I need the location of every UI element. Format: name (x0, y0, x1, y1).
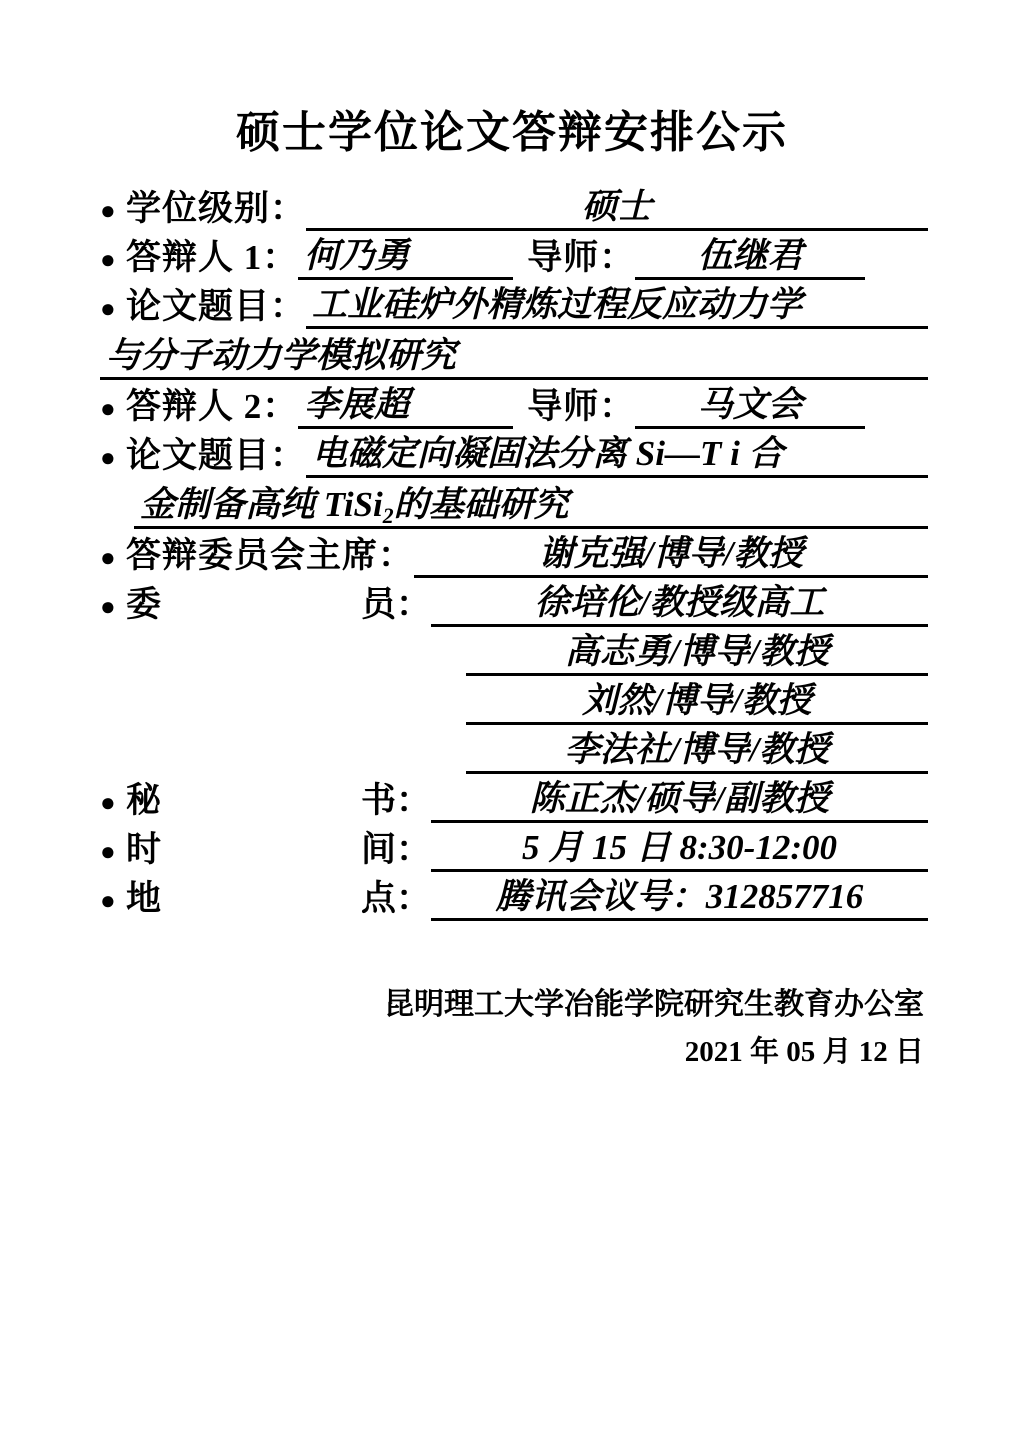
field-degree-level (100, 184, 928, 231)
bullet-icon: ● (100, 195, 116, 225)
member-underline-2 (466, 629, 928, 676)
tisi2-subscript: 2 (382, 503, 394, 528)
bullet-icon: ● (100, 542, 116, 572)
thesis1-underline-line1 (306, 282, 928, 329)
secretary-underline (431, 776, 928, 823)
degree-level-underline (306, 184, 928, 231)
document-footer (0, 981, 1024, 1075)
bullet-icon: ● (100, 393, 116, 423)
bullet-icon: ● (100, 885, 116, 915)
field-defender-1 (100, 233, 928, 280)
thesis1-label: 论文题目： (126, 286, 307, 326)
chair-label: 答辩委员会主席： (126, 535, 415, 575)
defender1-value: 何乃勇 (304, 236, 410, 276)
field-thesis-1 (100, 282, 928, 329)
field-defender-2 (100, 382, 928, 429)
footer-date: 2021 年 05 月 12 日 (684, 1036, 924, 1068)
bullet-icon: ● (100, 836, 116, 866)
field-secretary (100, 776, 928, 823)
field-chair (100, 531, 928, 578)
advisor2-value: 马文会 (697, 385, 803, 425)
thesis1-underline-line2 (100, 331, 928, 380)
member-underline-1 (431, 580, 928, 627)
members-label: 委 员： (126, 584, 431, 624)
bullet-icon: ● (100, 591, 116, 621)
time-value: 5 月 15 日 8:30-12:00 (522, 828, 837, 868)
member-value-4: 李法社/博导/教授 (564, 730, 830, 770)
chair-value: 谢克强/博导/教授 (538, 534, 804, 574)
bullet-icon: ● (100, 244, 116, 274)
thesis1-value-line2: 与分子动力学模拟研究 (106, 336, 457, 376)
member-value-2: 高志勇/博导/教授 (564, 632, 830, 672)
time-underline (431, 825, 928, 872)
thesis2-value-line1: 电磁定向凝固法分离 Si—T i 合 (312, 434, 784, 474)
advisor1-underline (635, 233, 865, 280)
announcement-body (0, 184, 1024, 921)
thesis2-underline-line1 (306, 431, 928, 478)
field-member-2 (100, 629, 928, 676)
place-underline (431, 874, 928, 921)
field-members (100, 580, 928, 627)
footer-organization: 昆明理工大学冶能学院研究生教育办公室 (384, 988, 924, 1021)
secretary-value: 陈正杰/硕导/副教授 (529, 779, 830, 819)
defender1-label: 答辩人 1： (126, 237, 299, 277)
degree-level-value: 硕士 (582, 187, 653, 227)
chair-underline (414, 531, 928, 578)
field-member-4 (100, 727, 928, 774)
advisor1-label: 导师： (527, 237, 636, 277)
bullet-icon: ● (100, 787, 116, 817)
secretary-label: 秘 书： (126, 780, 431, 820)
field-time (100, 825, 928, 872)
bullet-icon: ● (100, 293, 116, 323)
field-thesis-1-cont (100, 331, 928, 380)
degree-level-label: 学位级别： (126, 188, 307, 228)
field-place (100, 874, 928, 921)
field-member-3 (100, 678, 928, 725)
advisor2-underline (635, 382, 865, 429)
thesis2-underline-line2 (134, 480, 928, 529)
thesis1-value-line1: 工业硅炉外精炼过程反应动力学 (312, 285, 803, 325)
member-underline-4 (466, 727, 928, 774)
place-label: 地 点： (126, 878, 431, 918)
member-value-1: 徐培伦/教授级高工 (534, 583, 825, 623)
defender2-underline (298, 382, 513, 429)
time-label: 时 间： (126, 829, 431, 869)
thesis2-label: 论文题目： (126, 435, 307, 475)
bullet-icon: ● (100, 442, 116, 472)
defender2-label: 答辩人 2： (126, 386, 299, 426)
advisor2-label: 导师： (527, 386, 636, 426)
page-title: 硕士学位论文答辩安排公示 (236, 108, 788, 157)
member-value-3: 刘然/博导/教授 (582, 681, 812, 721)
advisor1-value: 伍继君 (697, 236, 803, 276)
thesis2-value-line2: 金制备高纯 TiSi$_2$的基础研究 (140, 485, 569, 528)
member-underline-3 (466, 678, 928, 725)
defender2-value: 李展超 (304, 385, 410, 425)
defender1-underline (298, 233, 513, 280)
field-thesis-2 (100, 431, 928, 478)
place-value: 腾讯会议号：312857716 (495, 877, 864, 917)
field-thesis-2-cont (100, 480, 928, 529)
